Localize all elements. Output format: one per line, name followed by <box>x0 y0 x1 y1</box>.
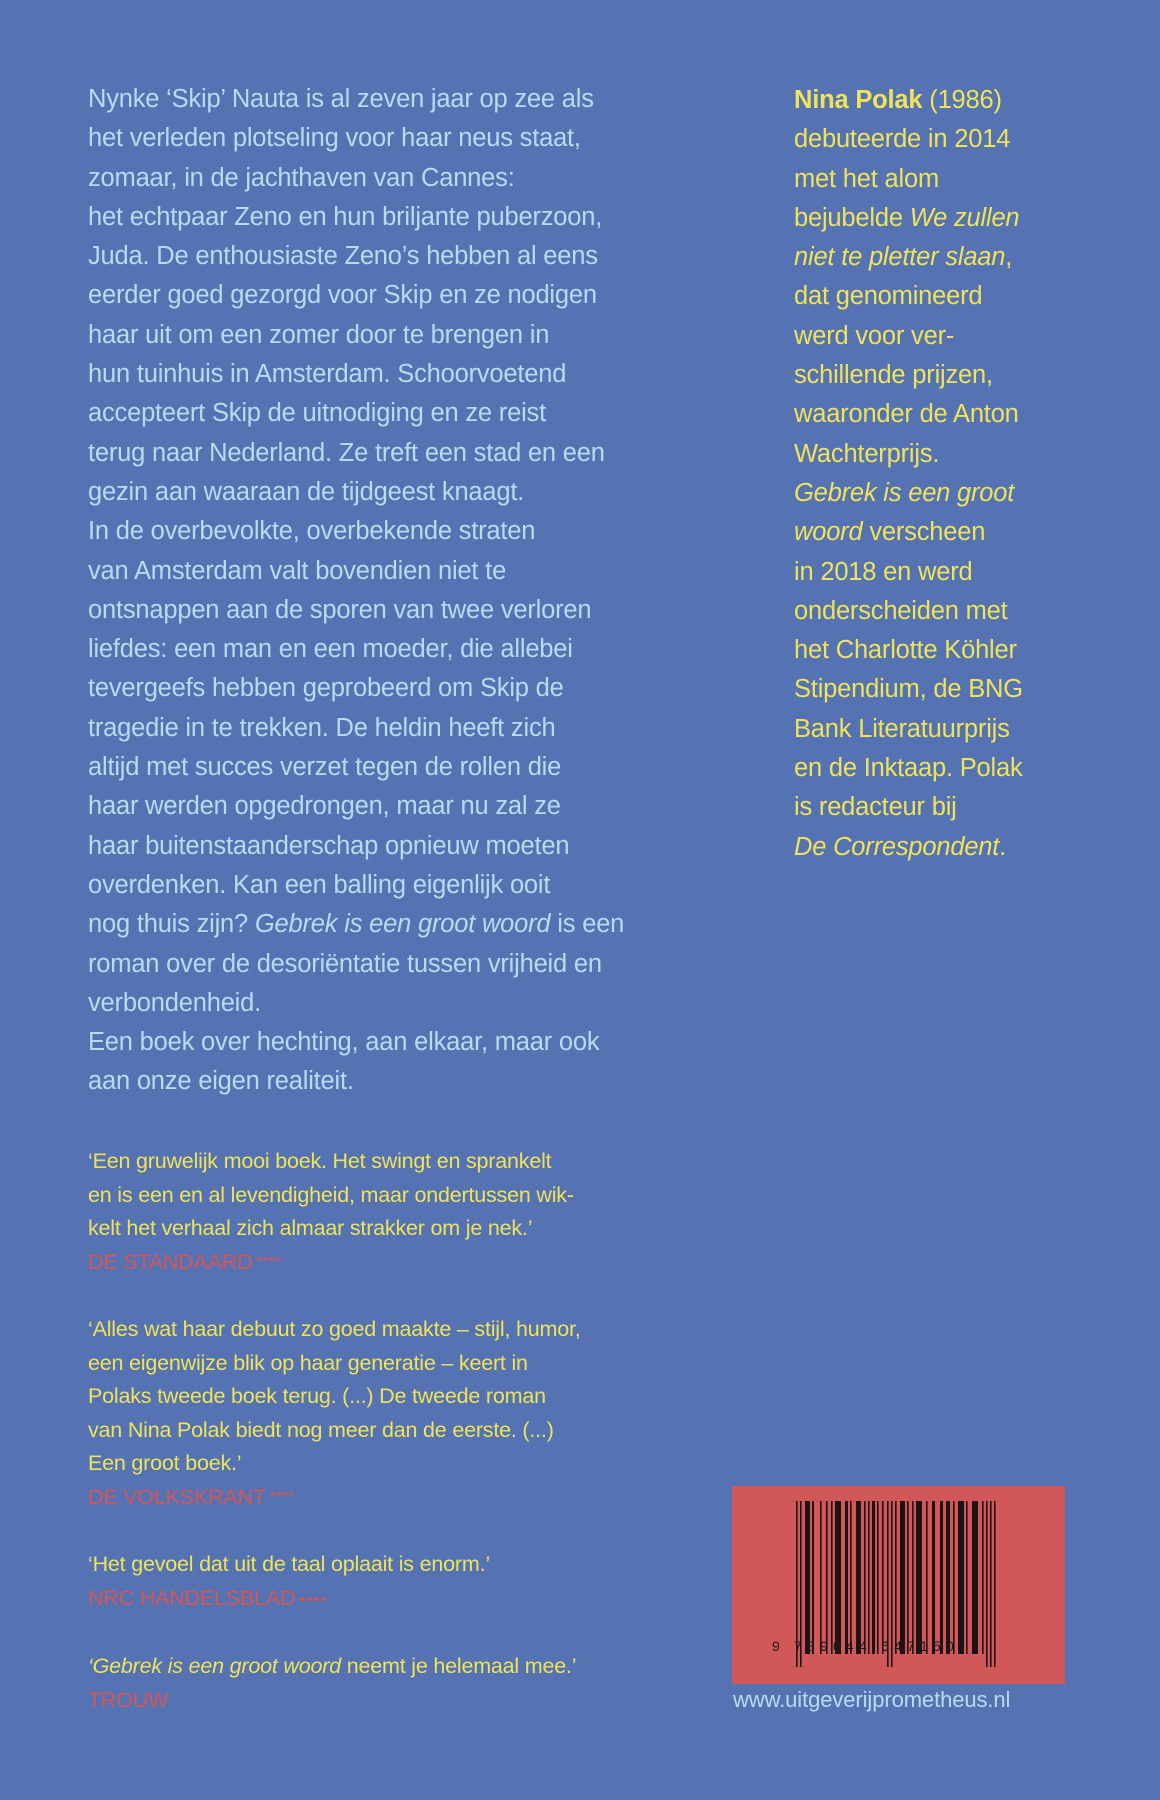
review-quote-nrc <box>88 1548 581 1616</box>
quote-line: kelt het verhaal zich almaar strakker om je nek.’ <box>88 1216 533 1241</box>
source-name: DE STANDAARD <box>88 1249 253 1274</box>
quote-line: een eigenwijze blik op haar generatie – keert in <box>88 1350 528 1375</box>
rating-stars: **** <box>256 1253 281 1271</box>
blurb-line: zomaar, in de jachthaven van Cannes: <box>88 163 515 192</box>
bio-line: Bank Literatuurprijs <box>794 714 1010 743</box>
bio-line: onderscheiden met <box>794 596 1008 625</box>
quote-line: ‘Een gruwelijk mooi boek. Het swingt en sprankelt <box>88 1149 552 1173</box>
quote-source <box>88 1481 581 1515</box>
bio-line: in 2018 en werd <box>794 557 973 586</box>
bio-line: is redacteur bij <box>794 793 957 822</box>
blurb-line: hun tuinhuis in Amsterdam. Schoorvoetend <box>88 360 567 389</box>
book-title: woord <box>794 518 863 547</box>
bio-line: waaronder de Anton <box>794 400 1019 429</box>
bio-line <box>794 474 1023 513</box>
book-blurb <box>88 80 624 1102</box>
blurb-line: verbondenheid. <box>88 988 262 1017</box>
bio-line <box>794 81 1023 120</box>
blurb-line: gezin aan waaraan de tijdgeest knaagt. <box>88 477 525 506</box>
blurb-line: ontsnappen aan de sporen van twee verloren <box>88 595 592 624</box>
rating-dots: ●●●● <box>299 1593 328 1605</box>
bio-line <box>794 513 1023 552</box>
bio-line <box>794 828 1023 867</box>
blurb-line-with-title <box>88 905 624 944</box>
bio-text: , <box>1005 243 1013 272</box>
bio-line <box>794 199 1023 238</box>
blurb-line: Juda. De enthousiaste Zeno’s hebben al eens <box>88 242 598 271</box>
blurb-line: Nynke ‘Skip’ Nauta is al zeven jaar op zee als <box>88 85 594 113</box>
quote-line: van Nina Polak biedt nog meer dan de eerste. (...) <box>88 1417 554 1442</box>
review-quotes <box>88 1145 581 1751</box>
bio-line: werd voor ver- <box>794 321 955 350</box>
review-quote-standaard <box>88 1145 581 1279</box>
blurb-line: overdenken. Kan een balling eigenlijk ooit <box>88 870 551 899</box>
quote-line: ‘Alles wat haar debuut zo goed maakte – stijl, humor, <box>88 1316 581 1341</box>
author-name: Nina Polak <box>794 86 923 114</box>
blurb-line: In de overbevolkte, overbekende straten <box>88 517 536 546</box>
blurb-line: Een boek over hechting, aan elkaar, maar ook <box>88 1028 600 1057</box>
quote-line: ‘Het gevoel dat uit de taal oplaait is enorm.’ <box>88 1552 490 1577</box>
quote-source <box>88 1246 581 1280</box>
debut-title: niet te pletter slaan <box>794 243 1006 272</box>
bio-text: verscheen <box>862 518 986 547</box>
bio-text: . <box>999 832 1007 861</box>
isbn-number: 9 789044 647150 <box>772 1638 959 1654</box>
bio-line: en de Inktaap. Polak <box>794 754 1023 783</box>
quote-line: Een groot boek.’ <box>88 1451 242 1476</box>
quote-line: en is een en al levendigheid, maar ondertussen wik- <box>88 1182 574 1207</box>
blurb-line: terug naar Nederland. Ze treft een stad en een <box>88 438 605 467</box>
bio-line: debuteerde in 2014 <box>794 125 1011 154</box>
quote-mark: ‘ <box>88 1653 93 1678</box>
blurb-line: het verleden plotseling voor haar neus staat, <box>88 124 581 153</box>
blurb-line: roman over de desoriëntatie tussen vrijheid en <box>88 949 602 978</box>
blurb-line: van Amsterdam valt bovendien niet te <box>88 556 507 585</box>
blurb-text: is een <box>550 910 625 939</box>
blurb-line: aan onze eigen realiteit. <box>88 1067 354 1096</box>
quote-source <box>88 1582 581 1617</box>
source-name: DE VOLKSKRANT <box>88 1484 266 1509</box>
bio-text: bejubelde <box>794 203 910 232</box>
bio-line: het Charlotte Köhler <box>794 636 1017 665</box>
bio-line <box>794 238 1023 277</box>
author-year: (1986) <box>922 86 1002 114</box>
bio-line: met het alom <box>794 164 939 193</box>
bio-line: Wachterprijs. <box>794 439 940 468</box>
blurb-line: altijd met succes verzet tegen de rollen die <box>88 753 562 782</box>
quote-source: TROUW <box>88 1687 169 1712</box>
blurb-line: haar buitenstaanderschap opnieuw moeten <box>88 831 570 860</box>
publication-name: De Correspondent <box>794 832 1000 861</box>
quote-line <box>88 1650 581 1684</box>
rating-stars: **** <box>269 1488 294 1506</box>
blurb-line: haar werden opgedrongen, maar nu zal ze <box>88 792 561 821</box>
quote-text: neemt je helemaal mee.’ <box>340 1653 577 1678</box>
bio-line: schillende prijzen, <box>794 361 993 390</box>
publisher-url[interactable]: www.uitgeverijprometheus.nl <box>733 1687 1011 1712</box>
blurb-line: het echtpaar Zeno en hun briljante puberzoon, <box>88 202 603 231</box>
bio-line: dat genomineerd <box>794 282 983 311</box>
blurb-text: nog thuis zijn? <box>88 910 255 939</box>
blurb-line: tragedie in te trekken. De heldin heeft zich <box>88 713 556 742</box>
debut-title: We zullen <box>909 203 1020 232</box>
review-quote-trouw <box>88 1650 581 1717</box>
bio-line: Stipendium, de BNG <box>794 675 1023 704</box>
source-name: NRC HANDELSBLAD <box>88 1585 296 1610</box>
blurb-line: eerder goed gezorgd voor Skip en ze nodigen <box>88 281 597 310</box>
author-bio <box>794 81 1023 867</box>
blurb-line: accepteert Skip de uitnodiging en ze reist <box>88 399 546 428</box>
quote-line: Polaks tweede boek terug. (...) De tweede roman <box>88 1384 546 1409</box>
barcode-bars-icon <box>732 1486 1065 1684</box>
book-title: Gebrek is een groot <box>794 478 1015 507</box>
blurb-line: tevergeefs hebben geprobeerd om Skip de <box>88 674 564 703</box>
blurb-line: liefdes: een man en een moeder, die allebei <box>88 635 573 664</box>
blurb-line: haar uit om een zomer door te brengen in <box>88 320 550 349</box>
book-title: Gebrek is een groot woord <box>92 1653 341 1678</box>
review-quote-volkskrant <box>88 1313 581 1515</box>
book-title: Gebrek is een groot woord <box>254 910 551 939</box>
isbn-barcode <box>732 1486 1065 1684</box>
